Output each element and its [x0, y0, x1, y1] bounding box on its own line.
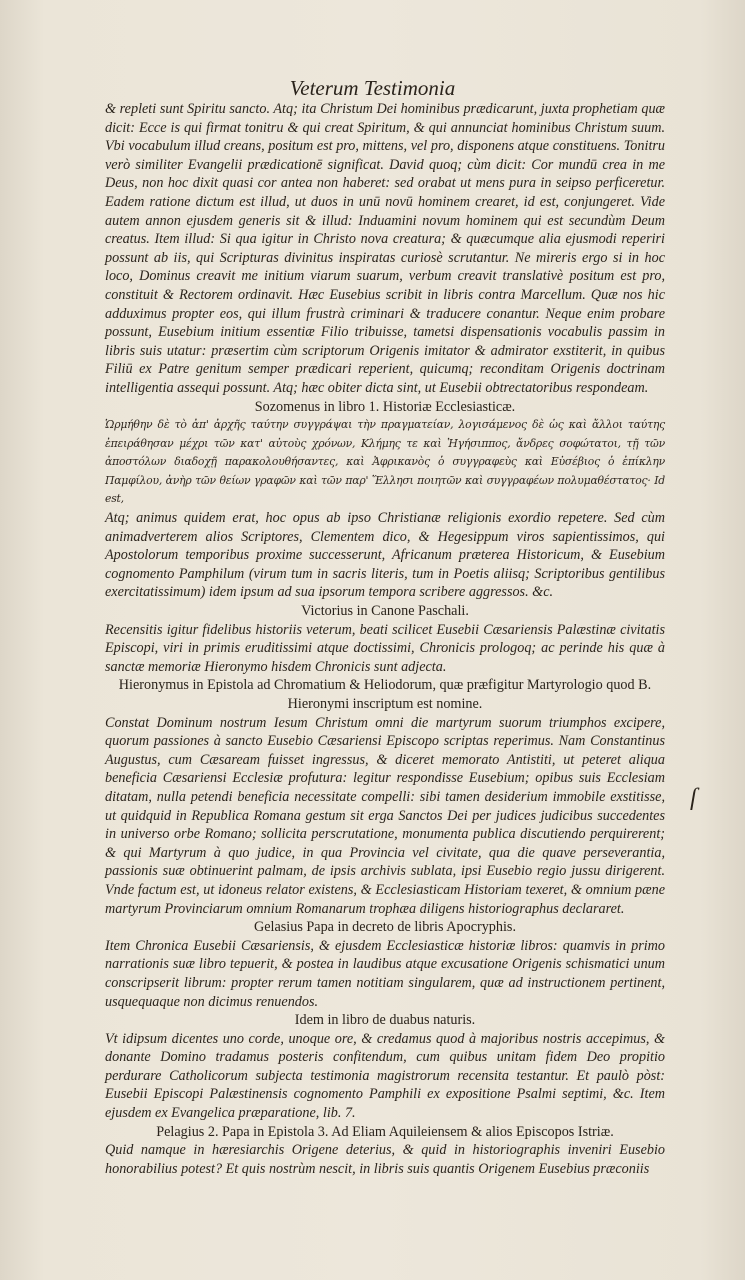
- running-head: Veterum Testimonia: [289, 76, 456, 100]
- paragraph-idem: Vt idipsum dicentes uno corde, unoque ore, & credamus quod à majoribus nostris accepimus, & donante Domino tradamus posteris confitendum, cum quibus unitam fidem Deo propitio perdurare Catholicorum subjecta testimonia magistrorum recensita testantur. Et paulò pòst: Eusebii Episcopi Palæstinensis cognomento Pamphili ex expositione Psalmi septimi, &c. Item ejusdem ex Evangelica præparatione, lib. 7.: [105, 1030, 665, 1122]
- paragraph-victorius: Recensitis igitur fidelibus historiis veterum, beati scilicet Eusebii Cæsariensis Palæstinæ civitatis Episcopi, viri in primis eruditissimi atque doctissimi, Chronicis prologoq; ac perinde his quæ à sanctæ memoriæ Hieronymo hisdem Chronicis sunt adjecta.: [105, 621, 665, 675]
- heading-idem: Idem in libro de duabus naturis.: [294, 1012, 476, 1029]
- greek-quotation: Ὡρμήθην δὲ τὸ ἀπ' ἀρχῆς ταύτην συγγράψαι τὴν πραγματείαν, λογισάμενος δὲ ὡς καὶ ἄλλοι ταύτης ἐπειράθησαν μέχρι τῶν κατ' αὐτοὺς χρόνων, Κλήμης τε καὶ Ἡγήσιππος, ἄνδρες σοφώτατοι, τῇ τῶν ἀποστόλων διαδοχῇ παρακολουθήσαντες, καὶ Ἀφρικανὸς ὁ συγγραφεὺς καὶ Εὐσέβιος ὁ ἐπίκλην Παμφίλου, ἀνὴρ τῶν θείων γραφῶν καὶ τῶν παρ' Ἕλλησι ποιητῶν καὶ συγγραφέων πολυμαθέστατος· Id est,: [105, 418, 665, 506]
- paragraph-sozomenus-translation: Atq; animus quidem erat, hoc opus ab ipso Christianæ religionis exordio repetere. Sed cùm animadverterem alios Scriptores, Clementem dico, & Hegesippum viros sapientissimos, qui Apostolorum temporibus proxime successerunt, Africanum præterea Historicum, & Eusebium cognomento Pamphilum (virum tum in sacris literis, tum in Poetis aliisq; Scriptoribus gentilibus exercitatissimum) idem ipsum ad sua ipsorum tempora scribere aggressos. &c.: [105, 510, 665, 601]
- paragraph-pelagius: Quid namque in hæresiarchis Origene deterius, & quid in historiographis inveniri Eusebio honorabilius potest? Et quis nostrùm nescit, in libris suis quantis Origenem Eusebius præconiis: [105, 1142, 665, 1177]
- margin-mark: ſ: [690, 785, 697, 811]
- paragraph-hieronymus: Constat Dominum nostrum Iesum Christum omni die martyrum suorum triumphos excipere, quorum passiones à sancto Eusebio Cæsariensi Episcopo scriptas reperimus. Nam Constantinus Augustus, cum Cæsaream fuisset ingressus, & diceret memorato Antistiti, ut peteret aliqua beneficia Cæsariensi Ecclesiæ profutura: legitur respondisse Eusebium; opibus suis Ecclesiam ditatam, nulla petendi beneficia necessitate compelli: sibi tamen desiderium immobile exstitisse, ut quidquid in Republica Romana gestum sit erga Sanctos Dei per judices judicibus succedentes in universo orbe Romano; sollicita perscrutatione, monumenta publica discutiendo perquirerent; & qui Martyrum à quo judice, in qua Provincia vel civitate, qua die quave perseverantia, passionis suæ obtinuerint palmam, de ipsis archivis sublata, ipsi Eusebio regio jussu dirigerent. Vnde factum est, ut idoneus relator existens, & Ecclesiasticam Historiam texeret, & omnium pæne martyrum Provinciarum omnium Romanarum trophæa diligens historiographus declararet.: [105, 714, 665, 917]
- heading-gelasius: Gelasius Papa in decreto de libris Apocryphis.: [253, 919, 517, 936]
- paragraph-eusebius-marcellum: & repleti sunt Spiritu sancto. Atq; ita Christum Dei hominibus prædicarunt, juxta prophetiam quæ dicit: Ecce is qui firmat tonitru & qui creat Spiritum, & qui annunciat hominibus Christum suum. Vbi vocabulum illud creans, positum est pro, mittens, vel pro, disponens atque constituens. Tonitru verò similiter Evangelii prædicationē significat. David quoq; cùm dicit: Cor mundū crea in me Deus, non hoc dixit quasi cor antea non haberet: sed orabat ut mens pura in seipso perficeretur. Eadem ratione dictum est illud, ut duos in unū novū hominem crearet, id est, conjungeret. Vide autem annon ejusdem generis sit & illud: Induamini novum hominem qui est secundùm Deum creatus. Item illud: Si qua igitur in Christo nova creatura; & quæcumque alia ejusmodi reperiri possunt ab iis, qui Scripturas divinitus inspiratas curiosè scrutantur. Ne mireris ergo si in hoc loco, Dominus creavit me initium viarum suarum, verbum creavit translativè positum est pro, constituit & Rectorem ordinavit. Hæc Eusebius scribit in libris contra Marcellum. Quæ nos hic adduximus propter eos, qui illum frustrà criminari & traducere conantur. Neque enim probare possunt, Eusebium initium essentiæ Filio tribuisse, tametsi dispensationis vocabulis passim in libris suis utatur: præsertim cùm scriptorum Origenis imitator & admirator exstiterit, in quibus Filiū ex Patre genitum semper prædicari reperient, quicumq; reconditam Origenis doctrinam intelligentia assequi possunt. Atq; hæc obiter dicta sint, ut Eusebii obtrectatoribus respondeam.: [105, 101, 665, 396]
- heading-hieronymus: Hieronymus in Epistola ad Chromatium & Heliodorum, quæ præfigitur Martyrologio quod B. Hieronymi inscriptum est nomine.: [118, 677, 652, 712]
- heading-victorius: Victorius in Canone Paschali.: [301, 603, 469, 620]
- page-body: [105, 100, 665, 1178]
- paragraph-gelasius: Item Chronica Eusebii Cæsariensis, & ejusdem Ecclesiasticæ historiæ libros: quamvis in primo narrationis suæ libro tepuerit, & postea in laudibus atque excusatione Origenis schismatici unum conscripserit librum: propter rerum tamen notitiam singularem, quæ ad instructionem pertinent, usquequaque non dicimus renuendos.: [105, 937, 665, 1010]
- heading-sozomenus: Sozomenus in libro 1. Historiæ Ecclesiasticæ.: [254, 398, 516, 415]
- heading-pelagius: Pelagius 2. Papa in Epistola 3. Ad Eliam Aquileiensem & alios Episcopos Istriæ.: [156, 1123, 614, 1140]
